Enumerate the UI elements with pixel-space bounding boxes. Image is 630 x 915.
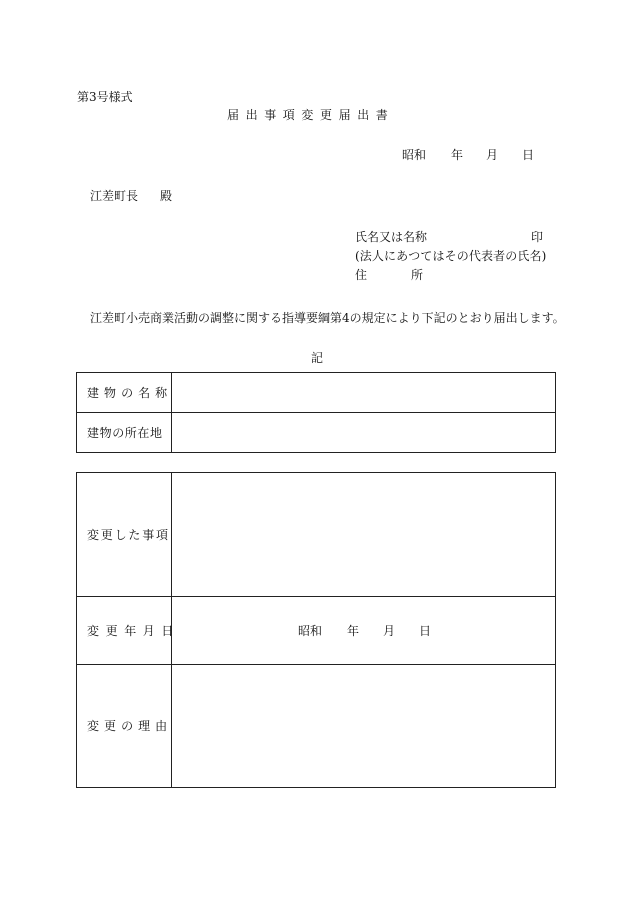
form-number: 第3号様式 xyxy=(77,90,133,104)
change-date-era: 昭和 xyxy=(298,624,323,638)
changed-item-value[interactable] xyxy=(181,528,549,542)
seal-mark: 印 xyxy=(531,230,544,244)
building-name-value[interactable] xyxy=(181,386,549,400)
address-label-2: 所 xyxy=(411,268,424,282)
building-table xyxy=(76,372,556,453)
building-name-label: 建物の名称 xyxy=(87,386,173,400)
change-table-row-divider-2 xyxy=(77,664,555,665)
change-date-day: 日 xyxy=(419,624,432,638)
date-day: 日 xyxy=(522,148,535,162)
change-reason-label: 変更の理由 xyxy=(87,719,173,733)
form-title: 届出事項変更届出書 xyxy=(227,108,395,122)
change-date-label: 変更年月日 xyxy=(87,624,181,638)
change-reason-value[interactable] xyxy=(181,719,549,733)
corp-representative-note: (法人にあつてはその代表者の氏名) xyxy=(355,249,547,263)
addressee: 江差町長 xyxy=(90,189,139,203)
address-label-1: 住 xyxy=(355,268,368,282)
date-year: 年 xyxy=(451,148,464,162)
building-address-value[interactable] xyxy=(181,426,549,440)
change-date-year: 年 xyxy=(347,624,360,638)
date-era: 昭和 xyxy=(402,148,427,162)
ki-label: 記 xyxy=(311,351,324,365)
change-table-row-divider-1 xyxy=(77,596,555,597)
body-text: 江差町小売商業活動の調整に関する指導要綱第4の規定により下記のとおり届出します。 xyxy=(90,311,565,325)
building-address-label: 建物の所在地 xyxy=(87,426,163,440)
changed-item-label: 変更した事項 xyxy=(87,528,170,542)
change-date-month: 月 xyxy=(383,624,396,638)
change-table xyxy=(76,472,556,788)
applicant-name-label: 氏名又は名称 xyxy=(355,230,428,244)
date-month: 月 xyxy=(486,148,499,162)
building-table-row-divider xyxy=(77,412,555,413)
honorific: 殿 xyxy=(160,189,173,203)
